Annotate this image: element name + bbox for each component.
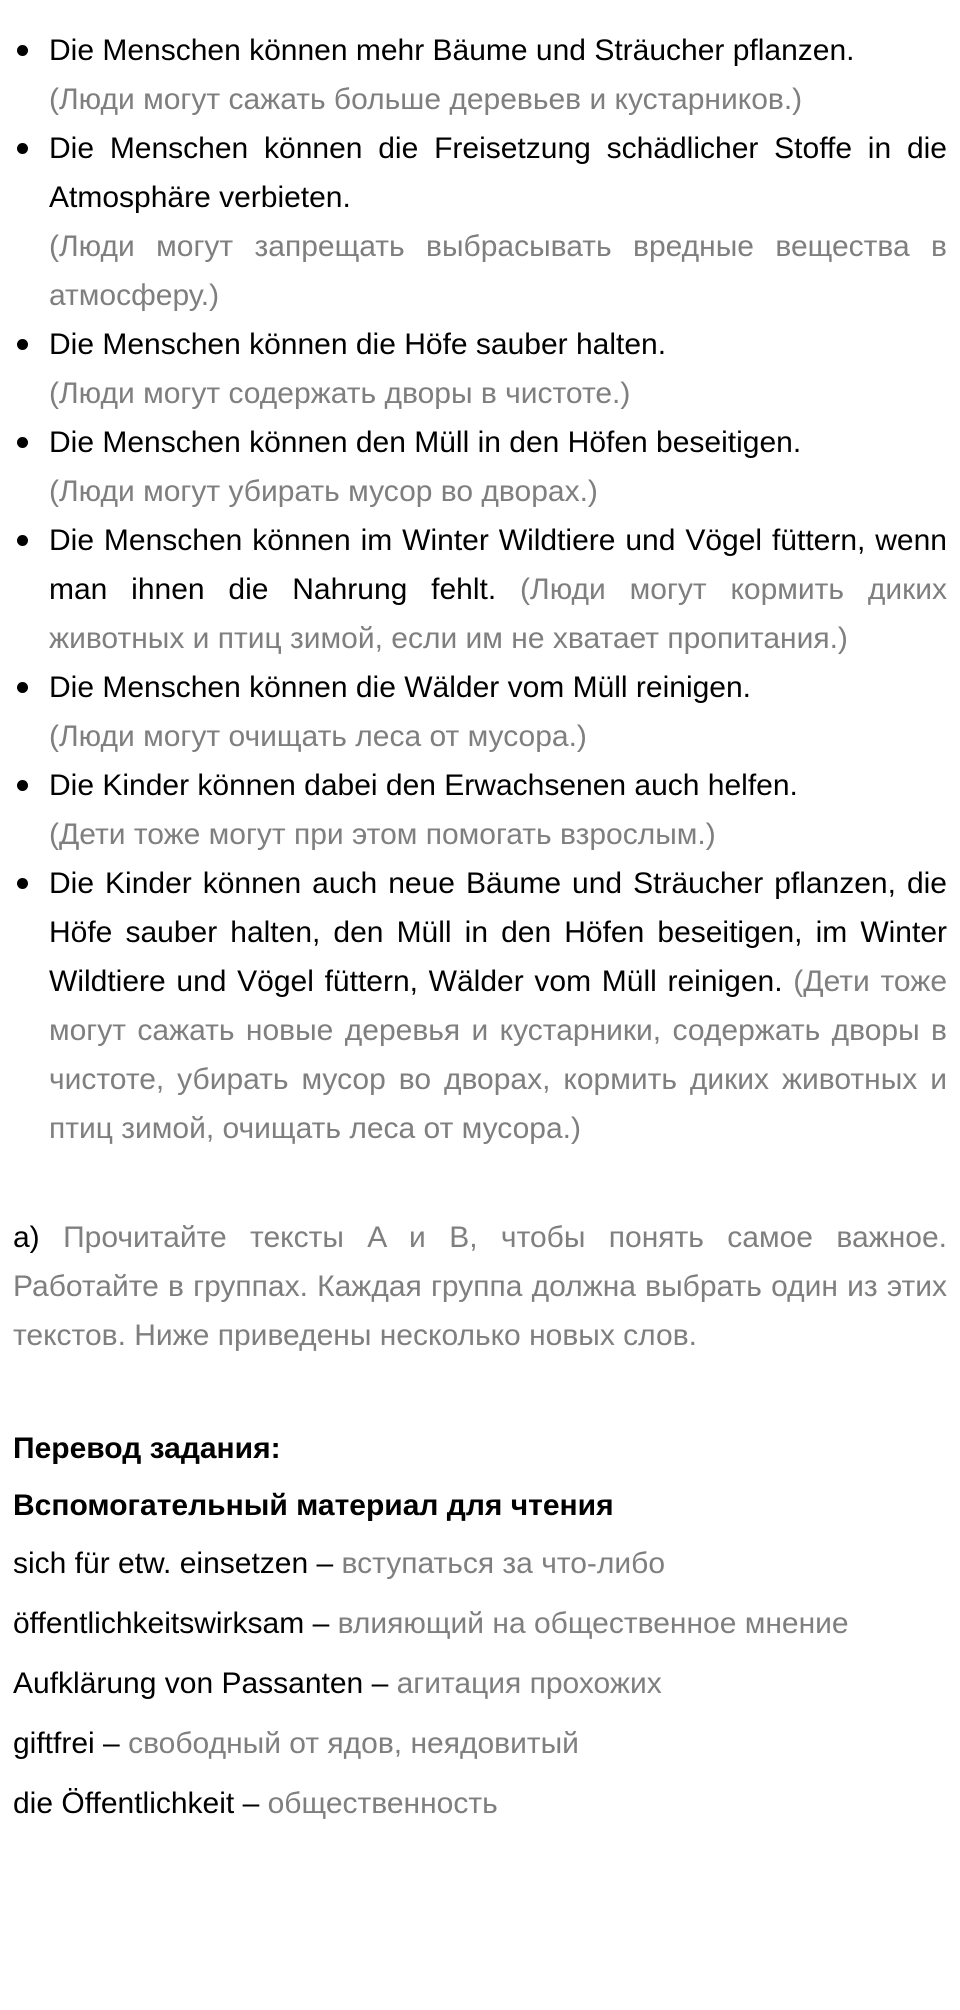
bullet-list: [13, 26, 947, 1153]
vocabulary-dash: –: [371, 1667, 389, 1700]
translation-heading: Перевод задания:: [13, 1432, 281, 1465]
vocabulary-term: Aufklärung von Passanten: [13, 1667, 364, 1700]
task-text: Прочитайте тексты A и B, чтобы понять самое важное. Работайте в группах. Каждая группа должна выбрать один из этих текстов. Ниже приведены несколько новых слов.: [13, 1221, 947, 1352]
vocabulary-translation: общественность: [267, 1787, 498, 1820]
german-sentence: Die Menschen können die Höfe sauber halten.: [49, 328, 667, 361]
list-item: [13, 418, 947, 516]
list-item: [13, 761, 947, 859]
russian-translation: (Люди могут очищать леса от мусора.): [49, 720, 587, 753]
vocabulary-entry: [13, 1654, 947, 1714]
vocabulary-term: giftfrei: [13, 1727, 95, 1760]
russian-translation: (Дети тоже могут сажать новые деревья и кустарники, содержать дворы в чистоте, убирать мусор во дворах, кормить диких животных и птиц зимой, очищать леса от мусора.): [49, 965, 947, 1145]
russian-translation: (Люди могут содержать дворы в чистоте.): [49, 377, 631, 410]
german-sentence: Die Menschen können mehr Bäume und Sträucher pflanzen.: [49, 34, 855, 67]
task-paragraph: [13, 1213, 947, 1360]
vocabulary-list: [13, 1534, 947, 1834]
list-item: [13, 663, 947, 761]
translation-section: [13, 1420, 947, 1834]
list-item: [13, 320, 947, 418]
german-sentence: Die Menschen können den Müll in den Höfen beseitigen.: [49, 426, 802, 459]
vocabulary-entry: [13, 1774, 947, 1834]
german-sentence: Die Kinder können auch neue Bäume und Sträucher pflanzen, die Höfe sauber halten, den Müll in den Höfen beseitigen, im Winter Wildtiere und Vögel füttern, Wälder vom Müll reinigen.: [49, 867, 947, 998]
russian-translation: (Люди могут убирать мусор во дворах.): [49, 475, 598, 508]
vocabulary-term: öffentlichkeitswirksam: [13, 1607, 305, 1640]
vocabulary-entry: [13, 1534, 947, 1594]
russian-translation: (Люди могут кормить диких животных и птиц зимой, если им не хватает пропитания.): [49, 573, 947, 655]
russian-translation: (Люди могут сажать больше деревьев и кустарников.): [49, 83, 803, 116]
task-marker: a): [13, 1221, 40, 1254]
list-item: [13, 859, 947, 1153]
german-sentence: Die Menschen können die Wälder vom Müll reinigen.: [49, 671, 752, 704]
vocabulary-dash: –: [316, 1547, 334, 1580]
vocabulary-dash: –: [103, 1727, 120, 1760]
vocabulary-translation: свободный от ядов, неядовитый: [128, 1727, 579, 1760]
list-item: [13, 516, 947, 663]
vocabulary-entry: [13, 1594, 947, 1654]
vocabulary-translation: влияющий на общественное мнение: [337, 1607, 849, 1640]
vocabulary-term: die Öffentlichkeit: [13, 1787, 235, 1820]
german-sentence: Die Menschen können im Winter Wildtiere und Vögel füttern, wenn man ihnen die Nahrung fehlt.: [49, 524, 947, 606]
vocabulary-translation: вступаться за что-либо: [341, 1547, 666, 1580]
list-item: [13, 26, 947, 124]
reading-aid-heading: Вспомогательный материал для чтения: [13, 1489, 614, 1522]
list-item: [13, 124, 947, 320]
vocabulary-term: sich für etw. einsetzen: [13, 1547, 309, 1580]
vocabulary-dash: –: [312, 1607, 330, 1640]
russian-translation: (Люди могут запрещать выбрасывать вредные вещества в атмосферу.): [49, 230, 947, 312]
vocabulary-entry: [13, 1714, 947, 1774]
vocabulary-dash: –: [242, 1787, 260, 1820]
russian-translation: (Дети тоже могут при этом помогать взрослым.): [49, 818, 716, 851]
german-sentence: Die Menschen können die Freisetzung schädlicher Stoffe in die Atmosphäre verbieten.: [49, 132, 947, 214]
vocabulary-translation: агитация прохожих: [396, 1667, 662, 1700]
german-sentence: Die Kinder können dabei den Erwachsenen auch helfen.: [49, 769, 798, 802]
